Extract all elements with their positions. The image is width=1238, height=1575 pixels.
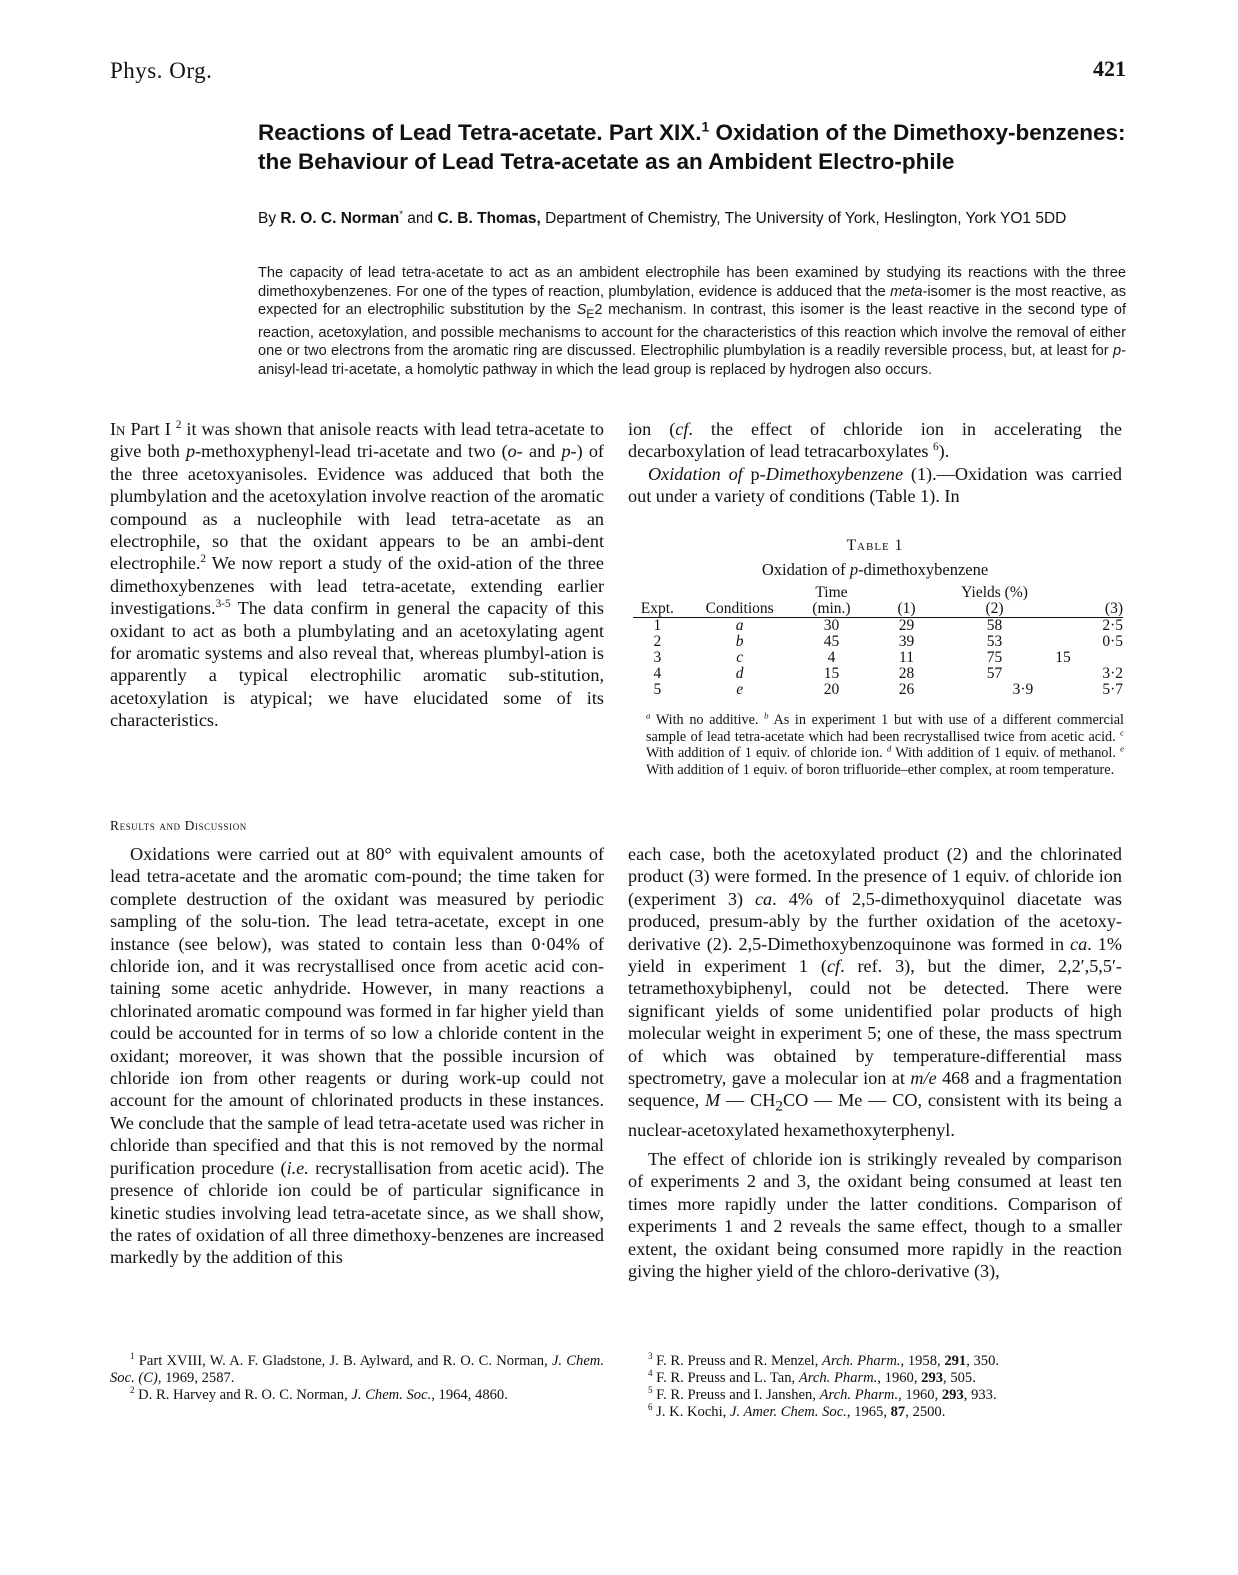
body-text: it was shown that anisole reacts with lead tetra-acetate to give both <box>110 419 604 462</box>
subsection-heading: -Dimethoxybenzene <box>759 463 904 484</box>
journal-name: Arch. Pharm. <box>819 1387 899 1403</box>
cell-y3: 0·5 <box>1102 633 1123 650</box>
cell-expt: 4 <box>653 665 662 682</box>
cell-cond: d <box>735 665 744 682</box>
table-footnotes <box>646 712 1124 778</box>
drop-word: In <box>110 419 126 439</box>
journal-name: Arch. Pharm. <box>822 1353 901 1369</box>
journal-name: J. Chem. Soc. (C) <box>110 1353 604 1386</box>
data-table <box>633 585 1123 698</box>
col-head-conditions: Conditions <box>705 600 774 617</box>
page-number: 421 <box>1093 56 1126 81</box>
body-text: We now report a study of the oxid-ation of the three dimethoxybenzenes with lead tetra-acetate, extending earlier investigations. <box>110 553 604 619</box>
cell-y2: 57 <box>986 665 1003 682</box>
and-label: and <box>403 210 438 227</box>
journal-name: J. Chem. Soc. <box>351 1387 432 1403</box>
table-subtitle-italic: p <box>849 560 859 579</box>
note-text: With addition of 1 equiv. of chloride ion. <box>646 745 887 761</box>
body-text: . 1% yield in experiment 1 ( <box>628 933 1122 977</box>
col-head-time: Time <box>815 584 848 601</box>
ref-mark: 6 <box>933 441 939 454</box>
section-heading: Results and Discussion <box>110 818 247 833</box>
author-thomas: C. B. Thomas, <box>437 210 541 227</box>
col-head-yields: Yields (%) <box>961 584 1028 601</box>
journal-name: Arch. Pharm. <box>798 1370 878 1386</box>
body-text: ). <box>938 441 950 462</box>
cell-cond: e <box>736 681 744 698</box>
right-top-text <box>628 418 1122 508</box>
footnote-text: , 2500. <box>905 1404 946 1420</box>
table-row <box>633 666 1123 682</box>
footnote <box>628 1387 1122 1404</box>
title-text: Reactions of Lead Tetra-acetate. Part XIX. <box>258 120 702 145</box>
italic-text: cf <box>675 419 689 439</box>
cell-y1: 28 <box>898 665 915 682</box>
body-text: CO — Me — CO, consistent with its being a nuclear-acetoxylated hexamethoxyterphenyl. <box>628 1090 1123 1140</box>
body-text: ion ( <box>628 419 676 439</box>
abstract-text: -anisyl-lead tri-acetate, a homolytic pathway in which the lead group is replaced by hydrogen also occurs. <box>258 343 1126 378</box>
cell-y2: 75 <box>986 649 1003 666</box>
cell-y3: 5·7 <box>1102 681 1123 698</box>
abstract-italic: meta <box>890 283 923 300</box>
cell-time: 30 <box>798 618 866 635</box>
cell-y2: 53 <box>986 633 1003 650</box>
table-row <box>633 682 1123 698</box>
footnote-mark: 6 <box>648 1402 653 1413</box>
by-label: By <box>258 210 281 227</box>
title-ref: 1 <box>701 118 710 135</box>
note-text: With addition of 1 equiv. of methanol. <box>891 745 1121 761</box>
body-text: . ref. 3), but the dimer, 2,2′,5,5′-tetramethoxybiphenyl, could not be detected. There were significant yields of some unidentified polar products of high molecular weight in experiment 5; one of these, the mass spectrum of which was obtained by temperature-differential mass spectrometry, gave a molecular ion at <box>628 956 1122 1089</box>
footnote-text: , 1960, <box>898 1387 942 1403</box>
footnote <box>628 1353 1122 1370</box>
volume: 293 <box>921 1370 944 1386</box>
footnote-text: F. R. Preuss and I. Janshen, <box>652 1387 820 1403</box>
table-subtitle <box>628 560 1122 580</box>
footnote-text: , 1965, <box>846 1404 891 1420</box>
abstract <box>258 264 1126 379</box>
note-mark: d <box>886 743 892 754</box>
cell-expt: 3 <box>653 649 662 666</box>
table-subtitle-text: -dimethoxybenzene <box>858 560 989 579</box>
corresponding-mark: * <box>399 208 403 220</box>
ref-mark: 3-5 <box>215 598 231 611</box>
volume: 87 <box>890 1404 906 1420</box>
footnote <box>628 1404 1122 1421</box>
italic-text: cf <box>826 956 841 977</box>
body-text: Oxidations were carried out at 80° with equivalent amounts of lead tetra-acetate and the aromatic com-pound; the time taken for complete destruction of the oxidant was measured by periodic sampling of the solu-tion. The lead tetra-acetate, except in one instance (see below), was stated to contain less than 0·04% of chloride ion, and it was recrystallised once from acetic acid con-taining some acetic anhydride. However, in many reactions a chlorinated aromatic compound was formed in far higher yield than could be accounted for in terms of so low a chloride content in the oxidant; moreover, it was shown that the possible incursion of chloride ion from other reagents or during work-up could not account for the amount of chlorinated products in these instances. We conclude that the sample of lead tetra-acetate used was richer in chloride than specified and that this is not removed by the normal purification procedure ( <box>110 844 604 1178</box>
italic-text: m/e <box>910 1068 937 1089</box>
body-text: . the effect of chloride ion in accelerating the decarboxylation of lead tetracarboxylates <box>628 419 1122 462</box>
table-row <box>633 650 1123 666</box>
cell-y1: 39 <box>898 633 915 650</box>
note-mark: c <box>1120 726 1124 737</box>
italic-text: o <box>507 441 517 462</box>
footnote-text: Part XVIII, W. A. F. Gladstone, J. B. Aylward, and R. O. C. Norman, <box>134 1353 552 1369</box>
cell-y3: 15 <box>1055 649 1071 666</box>
italic-text: ca <box>1070 933 1088 954</box>
table-subtitle-text: Oxidation of <box>761 560 850 579</box>
subscript: 2 <box>775 1098 783 1116</box>
cell-cond: a <box>735 617 744 634</box>
cell-time: 15 <box>823 665 840 682</box>
volume: 293 <box>941 1387 964 1403</box>
abstract-text: The capacity of lead tetra-acetate to act as an ambident electrophile has been examined by studying its reactions with the three dimethoxybenzenes. For one of the types of reaction, plumbylation, evidence is adduced that the <box>258 265 1126 300</box>
body-text: 468 and a fragmentation sequence, <box>628 1068 1122 1111</box>
note-mark: a <box>646 710 651 721</box>
cell-time: 45 <box>823 633 840 650</box>
body-text: each case, both the acetoxylated product (2) and the chlorinated product (3) were formed. In the presence of 1 equiv. of chloride ion (experiment 3) <box>628 844 1122 909</box>
col-head-min: (min.) <box>812 600 851 617</box>
body-text: The data confirm in general the capacity of this oxidant to act as both a plumbylating and an acetoxylating agent for aromatic systems and also reveal that, whereas plumbyl-ation is apparently a typical electrophilic aromatic sub-stitution, acetoxylation is atypical; we have elucidated some of its characteristics. <box>110 598 604 731</box>
intro-paragraph <box>110 418 604 732</box>
italic-text: M <box>705 1090 721 1111</box>
ref-mark: 2 <box>175 418 182 431</box>
cell-expt: 5 <box>653 681 662 698</box>
cell-y3: 2·5 <box>1041 618 1123 635</box>
footnote-text: J. K. Kochi, <box>652 1404 730 1420</box>
body-text: -) of the three acetoxyanisoles. Evidence was adduced that both the plumbylation and the acetoxylation involve reaction of the aromatic compound as a nucleophile with lead tetra-acetate as an electrophile, so that the oxidant appears to be an ambi-dent electrophile. <box>110 441 604 574</box>
abstract-italic: S <box>576 302 587 319</box>
table-row <box>633 618 1123 635</box>
subsection-heading: Oxidation of <box>648 463 751 484</box>
table-caption: Table 1 <box>846 537 904 554</box>
note-text: As in experiment 1 but with use of a different commercial sample of lead tetra-acetate which had been recrystallised twice from acetic acid. <box>646 712 1124 745</box>
footnotes-left <box>110 1353 604 1404</box>
footnote-mark: 1 <box>130 1351 135 1362</box>
body-text: — CH <box>720 1090 776 1111</box>
cell-cond: b <box>735 633 744 650</box>
cell-y3: 3·2 <box>1102 665 1123 682</box>
footnote-text: , 1960, <box>877 1370 922 1386</box>
footnote-text: , 505. <box>943 1370 976 1386</box>
body-text: recrystallisation from acetic acid). The presence of chloride ion could be of particular significance in kinetic studies involving lead tetra-acetate since, as we shall show, the rates of oxidation of all three dimethoxy-benzenes are increased markedly by the addition of this <box>110 1157 604 1268</box>
body-text: The effect of chloride ion is strikingly revealed by comparison of experiments 2 and 3, the oxidant being consumed at least ten times more rapidly under the latter conditions. Comparison of experiments 1 and 2 reveals the same effect, though to a smaller extent, the oxidant being consumed more rapidly in the reaction giving the higher yield of the chloro-derivative (3), <box>628 1148 1122 1281</box>
journal-name: J. Amer. Chem. Soc. <box>729 1404 847 1420</box>
footnote-text: , 350. <box>966 1353 1000 1369</box>
abstract-text: 2 mechanism. In contrast, this isomer is the least reactive in the second type of reaction, acetoxylation, and possible mechanisms to account for the characteristics of this reaction which involve the removal of either one or two electrons from the aromatic ring are discussed. Electrophilic plumbylation is a readily reversible process, but, at least for <box>258 302 1126 360</box>
italic-text: p <box>186 441 196 462</box>
cell-cond: c <box>736 649 744 666</box>
abstract-italic: p <box>1113 343 1122 360</box>
body-text: -methoxyphenyl-lead tri-acetate and two ( <box>195 441 508 462</box>
note-mark: b <box>764 710 769 721</box>
body-text: - and <box>516 441 562 462</box>
cell-y1: 26 <box>898 681 915 698</box>
footnote-mark: 5 <box>648 1385 653 1396</box>
article-title <box>258 118 1130 176</box>
body-text: . 4% of 2,5-dimethoxyquinol diacetate was produced, presum-ably by the further oxidation of the acetoxy-derivative (2). 2,5-Dimethoxybenzoquinone was formed in <box>628 888 1122 954</box>
footnote-text: , 1969, 2587. <box>157 1370 235 1386</box>
table-row <box>633 634 1123 650</box>
footnote-text: , 1964, 4860. <box>431 1387 508 1403</box>
footnote-text: , 933. <box>963 1387 997 1403</box>
affiliation: Department of Chemistry, The University of York, Heslington, York YO1 5DD <box>540 210 1067 227</box>
results-paragraph <box>110 843 604 1269</box>
cell-y2: 3·9 <box>1012 681 1034 698</box>
subsection-heading-p: p <box>750 463 760 484</box>
italic-text: p <box>561 441 571 462</box>
italic-text: ca <box>754 888 773 909</box>
cell-y1: 29 <box>865 618 948 635</box>
col-head-y1: (1) <box>897 600 916 617</box>
col-head-y3: (3) <box>1104 600 1123 617</box>
results-right-text <box>628 843 1122 1282</box>
abstract-text: -isomer is the most reactive, as expected for an electrophilic substitution by the <box>258 283 1126 319</box>
note-text: With no additive. <box>650 712 765 728</box>
note-text: With addition of 1 equiv. of boron trifluoride–ether complex, at room temperature. <box>646 761 1115 778</box>
title-text-2: Oxidation of the Dimethoxy-benzenes: the Behaviour of Lead Tetra-acetate as an Ambident Electro-phile <box>258 120 1126 174</box>
cell-y2: 58 <box>948 618 1041 635</box>
abstract-sub: E <box>586 307 595 322</box>
footnote-text: F. R. Preuss and L. Tan, <box>652 1370 799 1386</box>
cell-time: 20 <box>823 681 840 698</box>
cell-time: 4 <box>827 649 836 666</box>
italic-text: i.e. <box>286 1157 309 1178</box>
footnote-text: F. R. Preuss and R. Menzel, <box>652 1353 823 1369</box>
ref-mark: 2 <box>200 553 207 566</box>
cell-expt: 2 <box>653 633 662 650</box>
footnote-text: , 1958, <box>900 1353 945 1369</box>
footnote <box>110 1353 604 1387</box>
note-mark: e <box>1120 743 1124 754</box>
footnote-mark: 4 <box>648 1368 653 1379</box>
col-head-expt: Expt. <box>640 600 674 617</box>
cell-y1: 11 <box>899 649 914 666</box>
footnote <box>110 1387 604 1404</box>
footnote <box>628 1370 1122 1387</box>
author-norman: R. O. C. Norman <box>280 210 400 227</box>
col-head-y2: (2) <box>985 600 1004 617</box>
volume: 291 <box>944 1353 967 1369</box>
author-line <box>258 210 1130 228</box>
footnote-mark: 3 <box>648 1351 653 1362</box>
body-text: Part I <box>125 419 176 439</box>
footnote-mark: 2 <box>130 1385 135 1396</box>
body-text: (1).—Oxidation was carried out under a variety of conditions (Table 1). In <box>628 463 1122 507</box>
cell-expt: 1 <box>633 618 682 635</box>
footnotes-right <box>628 1353 1122 1421</box>
running-head: Phys. Org. <box>110 58 213 83</box>
footnote-text: D. R. Harvey and R. O. C. Norman, <box>134 1387 352 1403</box>
